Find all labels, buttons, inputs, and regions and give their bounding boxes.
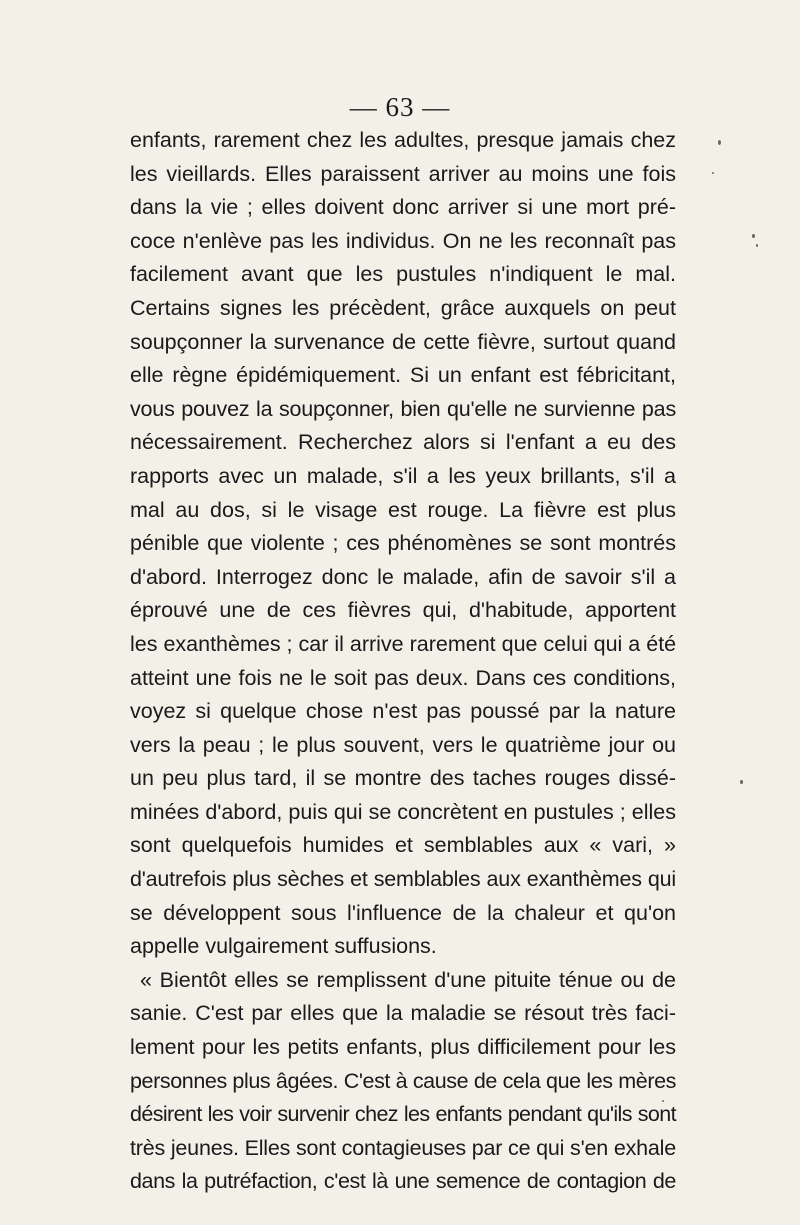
paper-speck xyxy=(712,172,714,174)
text-line: nécessairement. Recherchez alors si l'enfant a eu des xyxy=(130,430,676,455)
text-line: « Bientôt elles se remplissent d'une pituite ténue ou de xyxy=(140,967,676,992)
text-line: dans la putréfaction, c'est là une semence de contagion de xyxy=(130,1169,676,1194)
paper-speck xyxy=(740,780,743,784)
body-text xyxy=(130,124,676,1199)
text-line: facilement avant que les pustules n'indiquent le mal. xyxy=(130,262,676,287)
paper-speck xyxy=(752,234,755,238)
text-line: sanie. C'est par elles que la maladie se résout très faci- xyxy=(130,1001,676,1026)
text-line: pénible que violente ; ces phénomènes se sont montrés xyxy=(130,531,676,556)
text-line: les vieillards. Elles paraissent arriver au moins une fois xyxy=(130,161,676,186)
page-number: — 63 — xyxy=(349,92,451,122)
text-line: mal au dos, si le visage est rouge. La fièvre est plus xyxy=(130,497,676,522)
text-line: elle règne épidémiquement. Si un enfant est fébricitant, xyxy=(130,363,676,388)
text-line: enfants, rarement chez les adultes, presque jamais chez xyxy=(130,128,676,152)
text-line: Certains signes les précèdent, grâce auxquels on peut xyxy=(130,295,676,320)
text-line: vers la peau ; le plus souvent, vers le quatrième jour ou xyxy=(130,732,676,757)
paper-speck xyxy=(756,244,758,247)
text-line: désirent les voir survenir chez les enfants pendant qu'ils sont xyxy=(130,1102,676,1127)
text-line: d'autrefois plus sèches et semblables aux exanthèmes qui xyxy=(130,867,676,892)
text-line: voyez si quelque chose n'est pas poussé par la nature xyxy=(130,699,676,724)
text-line: appelle vulgairement suffusions. xyxy=(130,934,437,959)
text-line: personnes plus âgées. C'est à cause de cela que les mères xyxy=(130,1068,676,1093)
text-line: lement pour les petits enfants, plus difficilement pour les xyxy=(130,1035,676,1060)
text-line: dans la vie ; elles doivent donc arriver si une mort pré- xyxy=(130,195,676,220)
text-line: soupçonner la survenance de cette fièvre, surtout quand xyxy=(130,329,676,354)
text-line: rapports avec un malade, s'il a les yeux brillants, s'il a xyxy=(130,463,676,488)
text-line: éprouvé une de ces fièvres qui, d'habitude, apportent xyxy=(130,598,676,623)
text-line: sont quelquefois humides et semblables aux « vari, » xyxy=(130,833,676,858)
text-line: très jeunes. Elles sont contagieuses par ce qui s'en exhale xyxy=(130,1135,676,1160)
text-line: se développent sous l'influence de la chaleur et qu'on xyxy=(130,900,676,925)
text-line: un peu plus tard, il se montre des taches rouges dissé- xyxy=(130,766,676,791)
text-line: minées d'abord, puis qui se concrètent en pustules ; elles xyxy=(130,799,676,824)
paper-speck xyxy=(662,1100,664,1102)
text-line: coce n'enlève pas les individus. On ne les reconnaît pas xyxy=(130,228,676,253)
text-line: atteint une fois ne le soit pas deux. Dans ces conditions, xyxy=(130,665,676,690)
text-line: les exanthèmes ; car il arrive rarement que celui qui a été xyxy=(130,631,677,656)
paper-speck xyxy=(718,140,721,145)
text-line: vous pouvez la soupçonner, bien qu'elle ne survienne pas xyxy=(130,396,676,421)
text-line: d'abord. Interrogez donc le malade, afin de savoir s'il a xyxy=(130,564,676,589)
